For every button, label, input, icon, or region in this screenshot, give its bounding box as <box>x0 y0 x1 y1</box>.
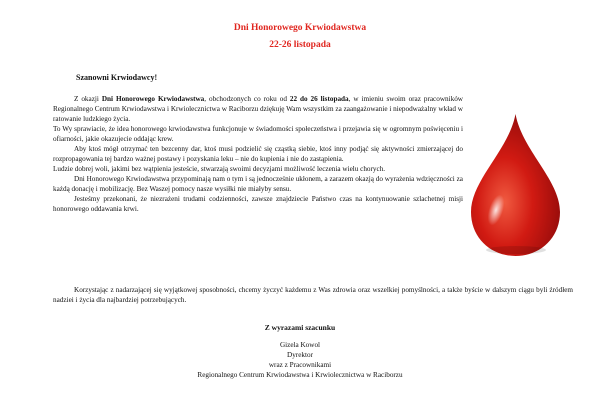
p1-bold-dates: 22 do 26 listopada <box>289 95 349 103</box>
p1-text-e: , w imieniu swoim oraz pracowników Regionalnego Centrum Krwiodawstwa i Krwiolecznictwa w Raciborzu dziękuję Wam wszystkim za zaangażowanie i niepodważalny wkład w ratowanie ludzkiego życia. <box>53 95 464 123</box>
paragraph-7: Korzystając z nadarzającej się wyjątkowej sposobności, chcemy życzyć każdemu z Was zdrowia oraz wszelkiej pomyślności, a także byście w dalszym ciągu byli źródłem nadziei i życia dla najbardziej potrzebujących. <box>53 286 573 304</box>
blood-drop-icon <box>468 110 563 260</box>
document-dates: 22-26 listopada <box>269 40 331 50</box>
closing-line: Z wyrazami szacunku <box>264 323 336 332</box>
paragraph-5: Dni Honorowego Krwiodawstwa przypominają nam o tym i są jednocześnie ukłonem, a zarazem okazją do wyrażenia wdzięczności za każdą donację i mobilizację. Bez Waszej pomocy nasze wysiłki nie miałyby sensu. <box>53 175 463 193</box>
p1-text-c: , obchodzonych co roku od <box>204 95 290 103</box>
signature-role: Dyrektor <box>287 351 313 359</box>
signature-with: wraz z Pracownikami <box>268 361 332 369</box>
signature-org: Regionalnego Centrum Krwiodawstwa i Krwiolecznictwa w Raciborzu <box>197 371 403 379</box>
greeting: Szanowni Krwiodawcy! <box>76 73 158 82</box>
paragraph-2: To Wy sprawiacie, że idea honorowego krwiodawstwa funkcjonuje w świadomości społeczeństwa i przejawia się w ogromnym poświęceniu i ofiarności, jakie okazujecie oddając krew. <box>53 125 463 143</box>
signature-block <box>0 340 600 380</box>
document-title: Dni Honorowego Krwiodawstwa <box>233 23 367 33</box>
letter-body <box>53 94 463 214</box>
p1-text-a: Z okazji <box>74 95 102 103</box>
paragraph-6: Jesteśmy przekonani, że niezrażeni trudami codzienności, zawsze znajdziecie Państwo czas na kontynuowanie szlachetnej misji honorowego oddawania krwi. <box>53 195 463 213</box>
paragraph-1 <box>53 94 463 124</box>
paragraph-4: Ludzie dobrej woli, jakimi bez wątpienia jesteście, stwarzają swoimi decyzjami możliwość leczenia wielu chorych. <box>53 165 386 173</box>
p1-bold-event: Dni Honorowego Krwiodawstwa <box>101 95 205 103</box>
signature-name: Gizela Kowol <box>279 341 321 349</box>
paragraph-3: Aby ktoś mógł otrzymać ten bezcenny dar, ktoś musi podzielić się cząstką siebie, ktoś inny podjąć się aktywności zmierzającej do rozpropagowania tej bardzo ważnej postawy i pozyskania leku – nie do kupienia i nie do zastąpienia. <box>53 145 463 163</box>
letter-wishes <box>53 285 573 305</box>
